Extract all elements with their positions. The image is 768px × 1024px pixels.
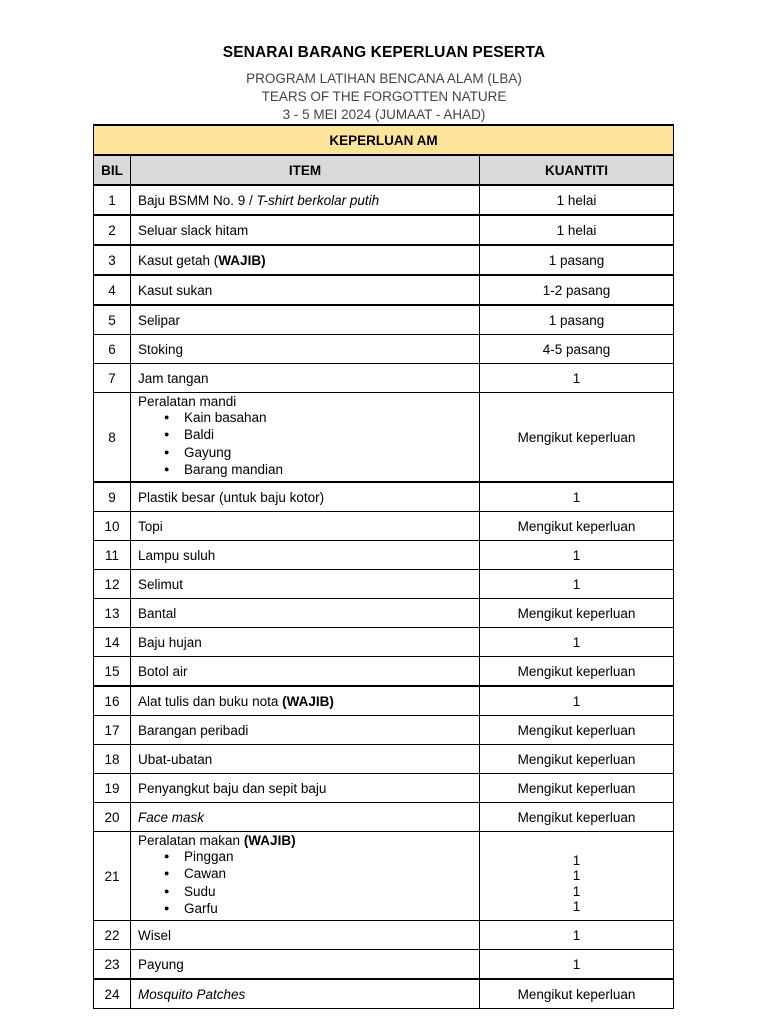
sub-qty-spacer xyxy=(480,837,673,853)
header-item: ITEM xyxy=(131,155,480,185)
row-qty: 1 pasang xyxy=(480,305,674,335)
sub-qty-list xyxy=(480,837,673,915)
sub-item-list xyxy=(138,410,479,480)
list-item: ● Sudu xyxy=(164,884,479,902)
row-item: Plastik besar (untuk baju kotor) xyxy=(131,482,480,512)
list-item: ● Garfu xyxy=(164,901,479,919)
row-item xyxy=(131,686,480,716)
item-text-bold: WAJIB) xyxy=(218,252,266,268)
item-text: Kasut getah ( xyxy=(138,252,219,268)
row-item: Stoking xyxy=(131,335,480,364)
row-qty: 1 xyxy=(480,686,674,716)
row-number: 19 xyxy=(94,774,131,803)
row-number: 24 xyxy=(94,979,131,1009)
row-number: 23 xyxy=(94,950,131,980)
row-number: 3 xyxy=(94,245,131,275)
table-row xyxy=(94,335,674,364)
row-item: Kasut sukan xyxy=(131,275,480,305)
table-row xyxy=(94,215,674,245)
row-qty: 1 xyxy=(480,921,674,950)
row-qty: Mengikut keperluan xyxy=(480,979,674,1009)
row-item xyxy=(131,832,480,921)
row-qty: 1 helai xyxy=(480,215,674,245)
row-qty: Mengikut keperluan xyxy=(480,745,674,774)
row-qty: Mengikut keperluan xyxy=(480,512,674,541)
row-item: Topi xyxy=(131,512,480,541)
row-number: 11 xyxy=(94,541,131,570)
row-item xyxy=(131,393,480,483)
item-text: Baju BSMM No. 9 / xyxy=(138,192,257,208)
row-qty: Mengikut keperluan xyxy=(480,657,674,687)
item-text: Peralatan mandi xyxy=(138,394,237,410)
row-number: 18 xyxy=(94,745,131,774)
row-number: 5 xyxy=(94,305,131,335)
row-item: Wisel xyxy=(131,921,480,950)
item-text-bold: (WAJIB) xyxy=(243,833,296,849)
row-number: 2 xyxy=(94,215,131,245)
row-qty: 1-2 pasang xyxy=(480,275,674,305)
table-row xyxy=(94,686,674,716)
document-title: SENARAI BARANG KEPERLUAN PESERTA xyxy=(222,44,546,61)
table-row xyxy=(94,950,674,980)
row-number: 1 xyxy=(94,185,131,215)
row-number: 21 xyxy=(94,832,131,921)
row-qty: Mengikut keperluan xyxy=(480,599,674,628)
row-number: 10 xyxy=(94,512,131,541)
program-date: 3 - 5 MEI 2024 (JUMAAT - AHAD) xyxy=(282,107,486,122)
row-qty: 1 xyxy=(480,541,674,570)
sub-qty: 1 xyxy=(572,899,581,915)
list-item: ● Baldi xyxy=(164,427,479,445)
table-row xyxy=(94,570,674,599)
items-table xyxy=(93,124,674,1009)
item-text-italic: Face mask xyxy=(138,809,205,825)
table-row xyxy=(94,482,674,512)
table-row xyxy=(94,512,674,541)
sub-item-list xyxy=(138,849,479,919)
row-item: Jam tangan xyxy=(131,364,480,393)
row-item: Bantal xyxy=(131,599,480,628)
item-text-bold: (WAJIB) xyxy=(282,693,334,709)
row-number: 7 xyxy=(94,364,131,393)
row-number: 14 xyxy=(94,628,131,657)
list-item: ● Cawan xyxy=(164,866,479,884)
item-text-italic: Mosquito Patches xyxy=(138,986,246,1002)
sub-qty: 1 xyxy=(572,852,581,868)
list-item: ● Gayung xyxy=(164,445,479,463)
item-text-italic: T-shirt berkolar putih xyxy=(256,192,380,208)
row-number: 22 xyxy=(94,921,131,950)
row-qty: 1 helai xyxy=(480,185,674,215)
row-number: 13 xyxy=(94,599,131,628)
table-row xyxy=(94,628,674,657)
row-number: 15 xyxy=(94,657,131,687)
table-row xyxy=(94,541,674,570)
list-item: ● Kain basahan xyxy=(164,410,479,428)
row-item: Payung xyxy=(131,950,480,980)
item-text-plain: Peralatan makan xyxy=(138,833,244,849)
row-item: Selipar xyxy=(131,305,480,335)
table-row xyxy=(94,599,674,628)
row-item: Ubat-ubatan xyxy=(131,745,480,774)
header-qty: KUANTITI xyxy=(480,155,674,185)
row-item xyxy=(131,185,480,215)
row-qty: 1 xyxy=(480,482,674,512)
row-qty: Mengikut keperluan xyxy=(480,393,674,483)
table-row xyxy=(94,364,674,393)
table-row xyxy=(94,657,674,687)
program-theme: TEARS OF THE FORGOTTEN NATURE xyxy=(261,89,507,104)
item-text: Alat tulis dan buku nota xyxy=(138,693,283,709)
table-row xyxy=(94,275,674,305)
row-item xyxy=(131,245,480,275)
table-row xyxy=(94,393,674,483)
table-row xyxy=(94,305,674,335)
program-name: PROGRAM LATIHAN BENCANA ALAM (LBA) xyxy=(246,71,522,86)
table-row xyxy=(94,921,674,950)
row-item: Lampu suluh xyxy=(131,541,480,570)
row-item xyxy=(131,979,480,1009)
row-number: 9 xyxy=(94,482,131,512)
row-qty xyxy=(480,832,674,921)
table-row xyxy=(94,716,674,745)
row-number: 12 xyxy=(94,570,131,599)
table-row xyxy=(94,979,674,1009)
row-item: Baju hujan xyxy=(131,628,480,657)
row-number: 8 xyxy=(94,393,131,483)
table-row xyxy=(94,185,674,215)
row-item: Barangan peribadi xyxy=(131,716,480,745)
row-number: 6 xyxy=(94,335,131,364)
section-title: KEPERLUAN AM xyxy=(94,125,674,155)
row-item: Botol air xyxy=(131,657,480,687)
row-item: Penyangkut baju dan sepit baju xyxy=(131,774,480,803)
table-row xyxy=(94,832,674,921)
row-qty: 1 xyxy=(480,950,674,980)
row-qty: Mengikut keperluan xyxy=(480,774,674,803)
table-row xyxy=(94,774,674,803)
item-text xyxy=(138,833,479,849)
row-qty: Mengikut keperluan xyxy=(480,803,674,832)
row-number: 20 xyxy=(94,803,131,832)
row-qty: 1 xyxy=(480,364,674,393)
sub-qty: 1 xyxy=(572,868,581,884)
row-item xyxy=(131,803,480,832)
row-item: Seluar slack hitam xyxy=(131,215,480,245)
header-bil: BIL xyxy=(94,155,131,185)
row-qty: 1 pasang xyxy=(480,245,674,275)
row-number: 17 xyxy=(94,716,131,745)
row-qty: 1 xyxy=(480,628,674,657)
row-qty: 1 xyxy=(480,570,674,599)
row-number: 16 xyxy=(94,686,131,716)
table-row xyxy=(94,745,674,774)
list-item: ● Barang mandian xyxy=(164,462,479,480)
column-header-row xyxy=(94,155,674,185)
list-item: ● Pinggan xyxy=(164,849,479,867)
row-qty: Mengikut keperluan xyxy=(480,716,674,745)
section-header-row xyxy=(94,125,674,155)
sub-qty: 1 xyxy=(572,883,581,899)
table-row xyxy=(94,803,674,832)
row-qty: 4-5 pasang xyxy=(480,335,674,364)
row-number: 4 xyxy=(94,275,131,305)
row-item: Selimut xyxy=(131,570,480,599)
table-row xyxy=(94,245,674,275)
